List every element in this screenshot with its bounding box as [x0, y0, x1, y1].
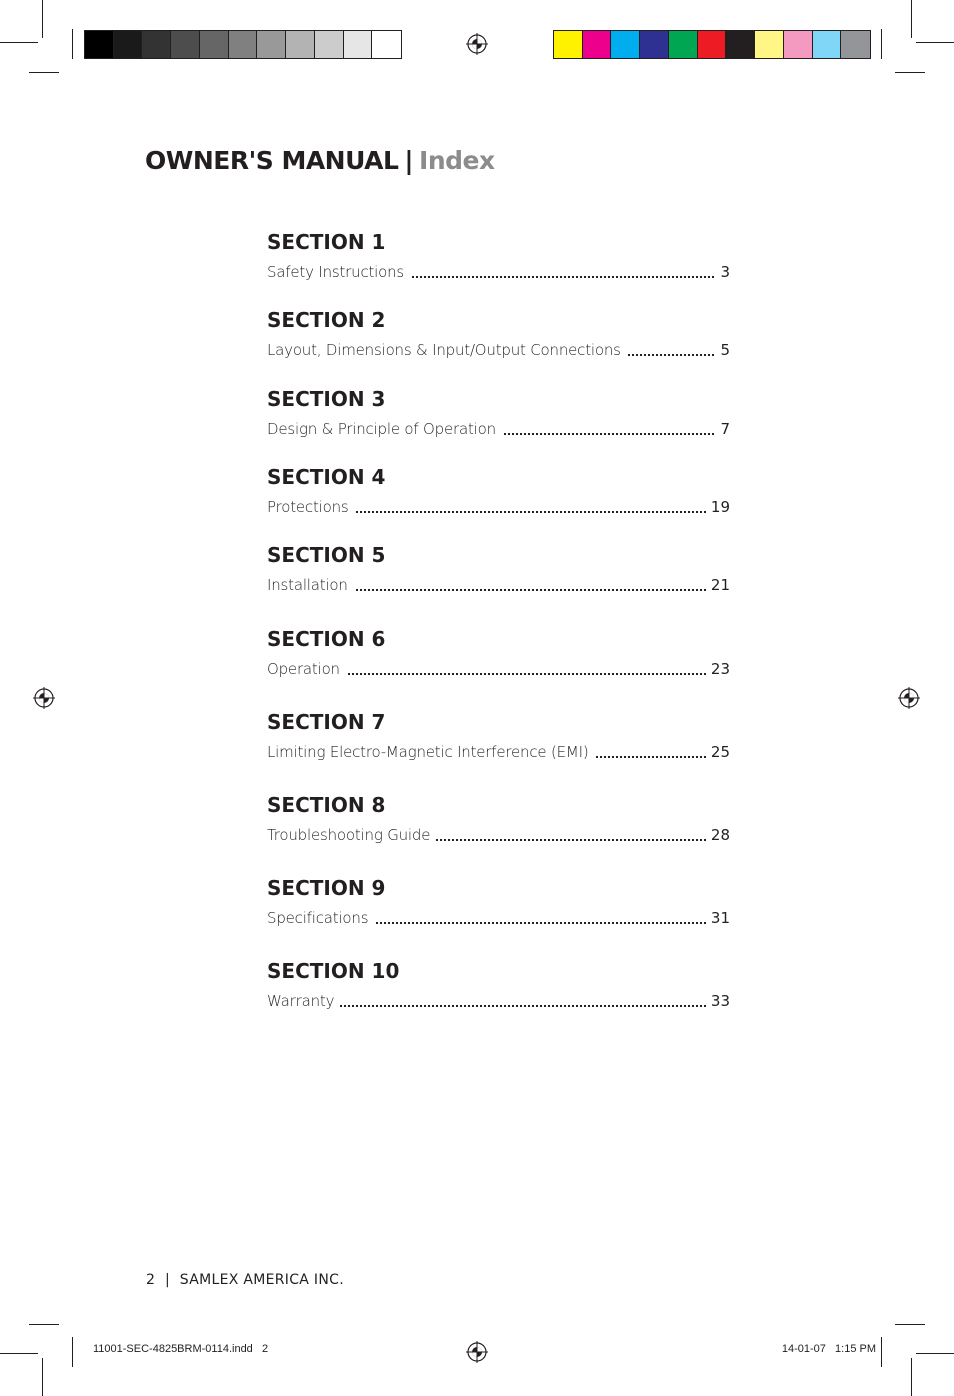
- crop-mark: [895, 1324, 925, 1325]
- crop-mark: [911, 0, 912, 38]
- toc-page-number: 28: [707, 825, 730, 845]
- crop-mark: [881, 29, 882, 59]
- color-swatch: [114, 31, 143, 58]
- toc-title: Specifications: [267, 908, 374, 928]
- crop-mark: [916, 42, 954, 43]
- color-swatch: [583, 31, 612, 58]
- color-swatch: [286, 31, 315, 58]
- crop-mark: [911, 1358, 912, 1396]
- toc-line: [267, 991, 730, 1011]
- registration-mark-icon: [898, 687, 920, 709]
- section-heading: SECTION 9: [267, 876, 386, 900]
- toc-entry-section-2[interactable]: [267, 308, 730, 360]
- color-swatch: [344, 31, 373, 58]
- section-heading: SECTION 2: [267, 308, 386, 332]
- toc-entry-section-3[interactable]: [267, 387, 730, 439]
- page-subtitle: Index: [419, 146, 495, 175]
- footer-company: SAMLEX AMERICA INC.: [179, 1272, 344, 1288]
- footer-page-number: 2: [146, 1272, 156, 1288]
- crop-mark: [29, 72, 59, 73]
- color-swatch: [171, 31, 200, 58]
- toc-line: [267, 262, 730, 282]
- toc-line: [267, 825, 730, 845]
- toc-entry-section-8[interactable]: [267, 793, 730, 845]
- page-footer: [146, 1272, 344, 1288]
- color-swatch: [142, 31, 171, 58]
- section-heading: SECTION 10: [267, 959, 400, 983]
- crop-mark: [881, 1337, 882, 1367]
- footer-separator: |: [164, 1272, 171, 1288]
- color-swatch: [85, 31, 114, 58]
- toc-page-number: 3: [716, 262, 730, 282]
- toc-title: Layout, Dimensions & Input/Output Connections: [267, 340, 627, 360]
- toc-title: Troubleshooting Guide: [267, 825, 436, 845]
- toc-page-number: 5: [716, 340, 730, 360]
- slug-date: 14-01-07 1:15 PM: [781, 1343, 876, 1355]
- crop-mark: [0, 1353, 38, 1354]
- color-swatch: [726, 31, 755, 58]
- color-swatch: [784, 31, 813, 58]
- toc-line: [267, 497, 730, 517]
- section-heading: SECTION 7: [267, 710, 386, 734]
- registration-mark-icon: [33, 687, 55, 709]
- toc-line: [267, 575, 730, 595]
- toc-entry-section-4[interactable]: [267, 465, 730, 517]
- toc-page-number: 21: [707, 575, 730, 595]
- crop-mark: [42, 1358, 43, 1396]
- toc-page-number: 31: [707, 908, 730, 928]
- toc-entry-section-5[interactable]: [267, 543, 730, 595]
- page-title: [145, 146, 495, 175]
- section-heading: SECTION 1: [267, 230, 386, 254]
- crop-mark: [72, 29, 73, 59]
- toc-page-number: 19: [707, 497, 730, 517]
- color-swatch: [257, 31, 286, 58]
- color-swatch: [611, 31, 640, 58]
- color-swatch: [372, 31, 401, 58]
- toc-entry-section-9[interactable]: [267, 876, 730, 928]
- toc-page-number: 25: [707, 742, 730, 762]
- toc-title: Installation: [267, 575, 354, 595]
- crop-mark: [895, 72, 925, 73]
- toc-line: [267, 742, 730, 762]
- toc-title: Safety Instructions: [267, 262, 410, 282]
- color-swatch: [554, 31, 583, 58]
- grayscale-color-bar: [84, 30, 402, 59]
- toc-title: Design & Principle of Operation: [267, 419, 502, 439]
- registration-mark-icon: [466, 1341, 488, 1363]
- toc-line: [267, 419, 730, 439]
- toc-entry-section-10[interactable]: [267, 959, 730, 1011]
- crop-mark: [0, 42, 38, 43]
- color-swatch: [669, 31, 698, 58]
- section-heading: SECTION 4: [267, 465, 386, 489]
- toc-title: Warranty: [267, 991, 340, 1011]
- section-heading: SECTION 3: [267, 387, 386, 411]
- toc-page-number: 23: [707, 659, 730, 679]
- toc-title: Protections: [267, 497, 355, 517]
- toc-line: [267, 908, 730, 928]
- color-swatch: [755, 31, 784, 58]
- toc-title: Operation: [267, 659, 346, 679]
- toc-line: [267, 659, 730, 679]
- crop-mark: [42, 0, 43, 38]
- crop-mark: [916, 1353, 954, 1354]
- toc-title: Limiting Electro-Magnetic Interference (EMI): [267, 742, 595, 762]
- manual-title: OWNER'S MANUAL: [145, 146, 399, 175]
- toc-entry-section-6[interactable]: [267, 627, 730, 679]
- color-swatch: [229, 31, 258, 58]
- color-swatch: [200, 31, 229, 58]
- title-separator: |: [404, 146, 414, 175]
- color-swatch: [315, 31, 344, 58]
- slug-file-name: 11001-SEC-4825BRM-0114.indd 2: [93, 1343, 269, 1355]
- toc-entry-section-7[interactable]: [267, 710, 730, 762]
- section-heading: SECTION 6: [267, 627, 386, 651]
- toc-page-number: 7: [716, 419, 730, 439]
- color-swatch: [813, 31, 842, 58]
- process-color-bar: [553, 30, 871, 59]
- color-swatch: [698, 31, 727, 58]
- crop-mark: [29, 1324, 59, 1325]
- section-heading: SECTION 8: [267, 793, 386, 817]
- toc-line: [267, 340, 730, 360]
- registration-mark-icon: [466, 33, 488, 55]
- section-heading: SECTION 5: [267, 543, 386, 567]
- color-swatch: [841, 31, 870, 58]
- crop-mark: [72, 1337, 73, 1367]
- toc-entry-section-1[interactable]: [267, 230, 730, 282]
- color-swatch: [640, 31, 669, 58]
- toc-page-number: 33: [707, 991, 730, 1011]
